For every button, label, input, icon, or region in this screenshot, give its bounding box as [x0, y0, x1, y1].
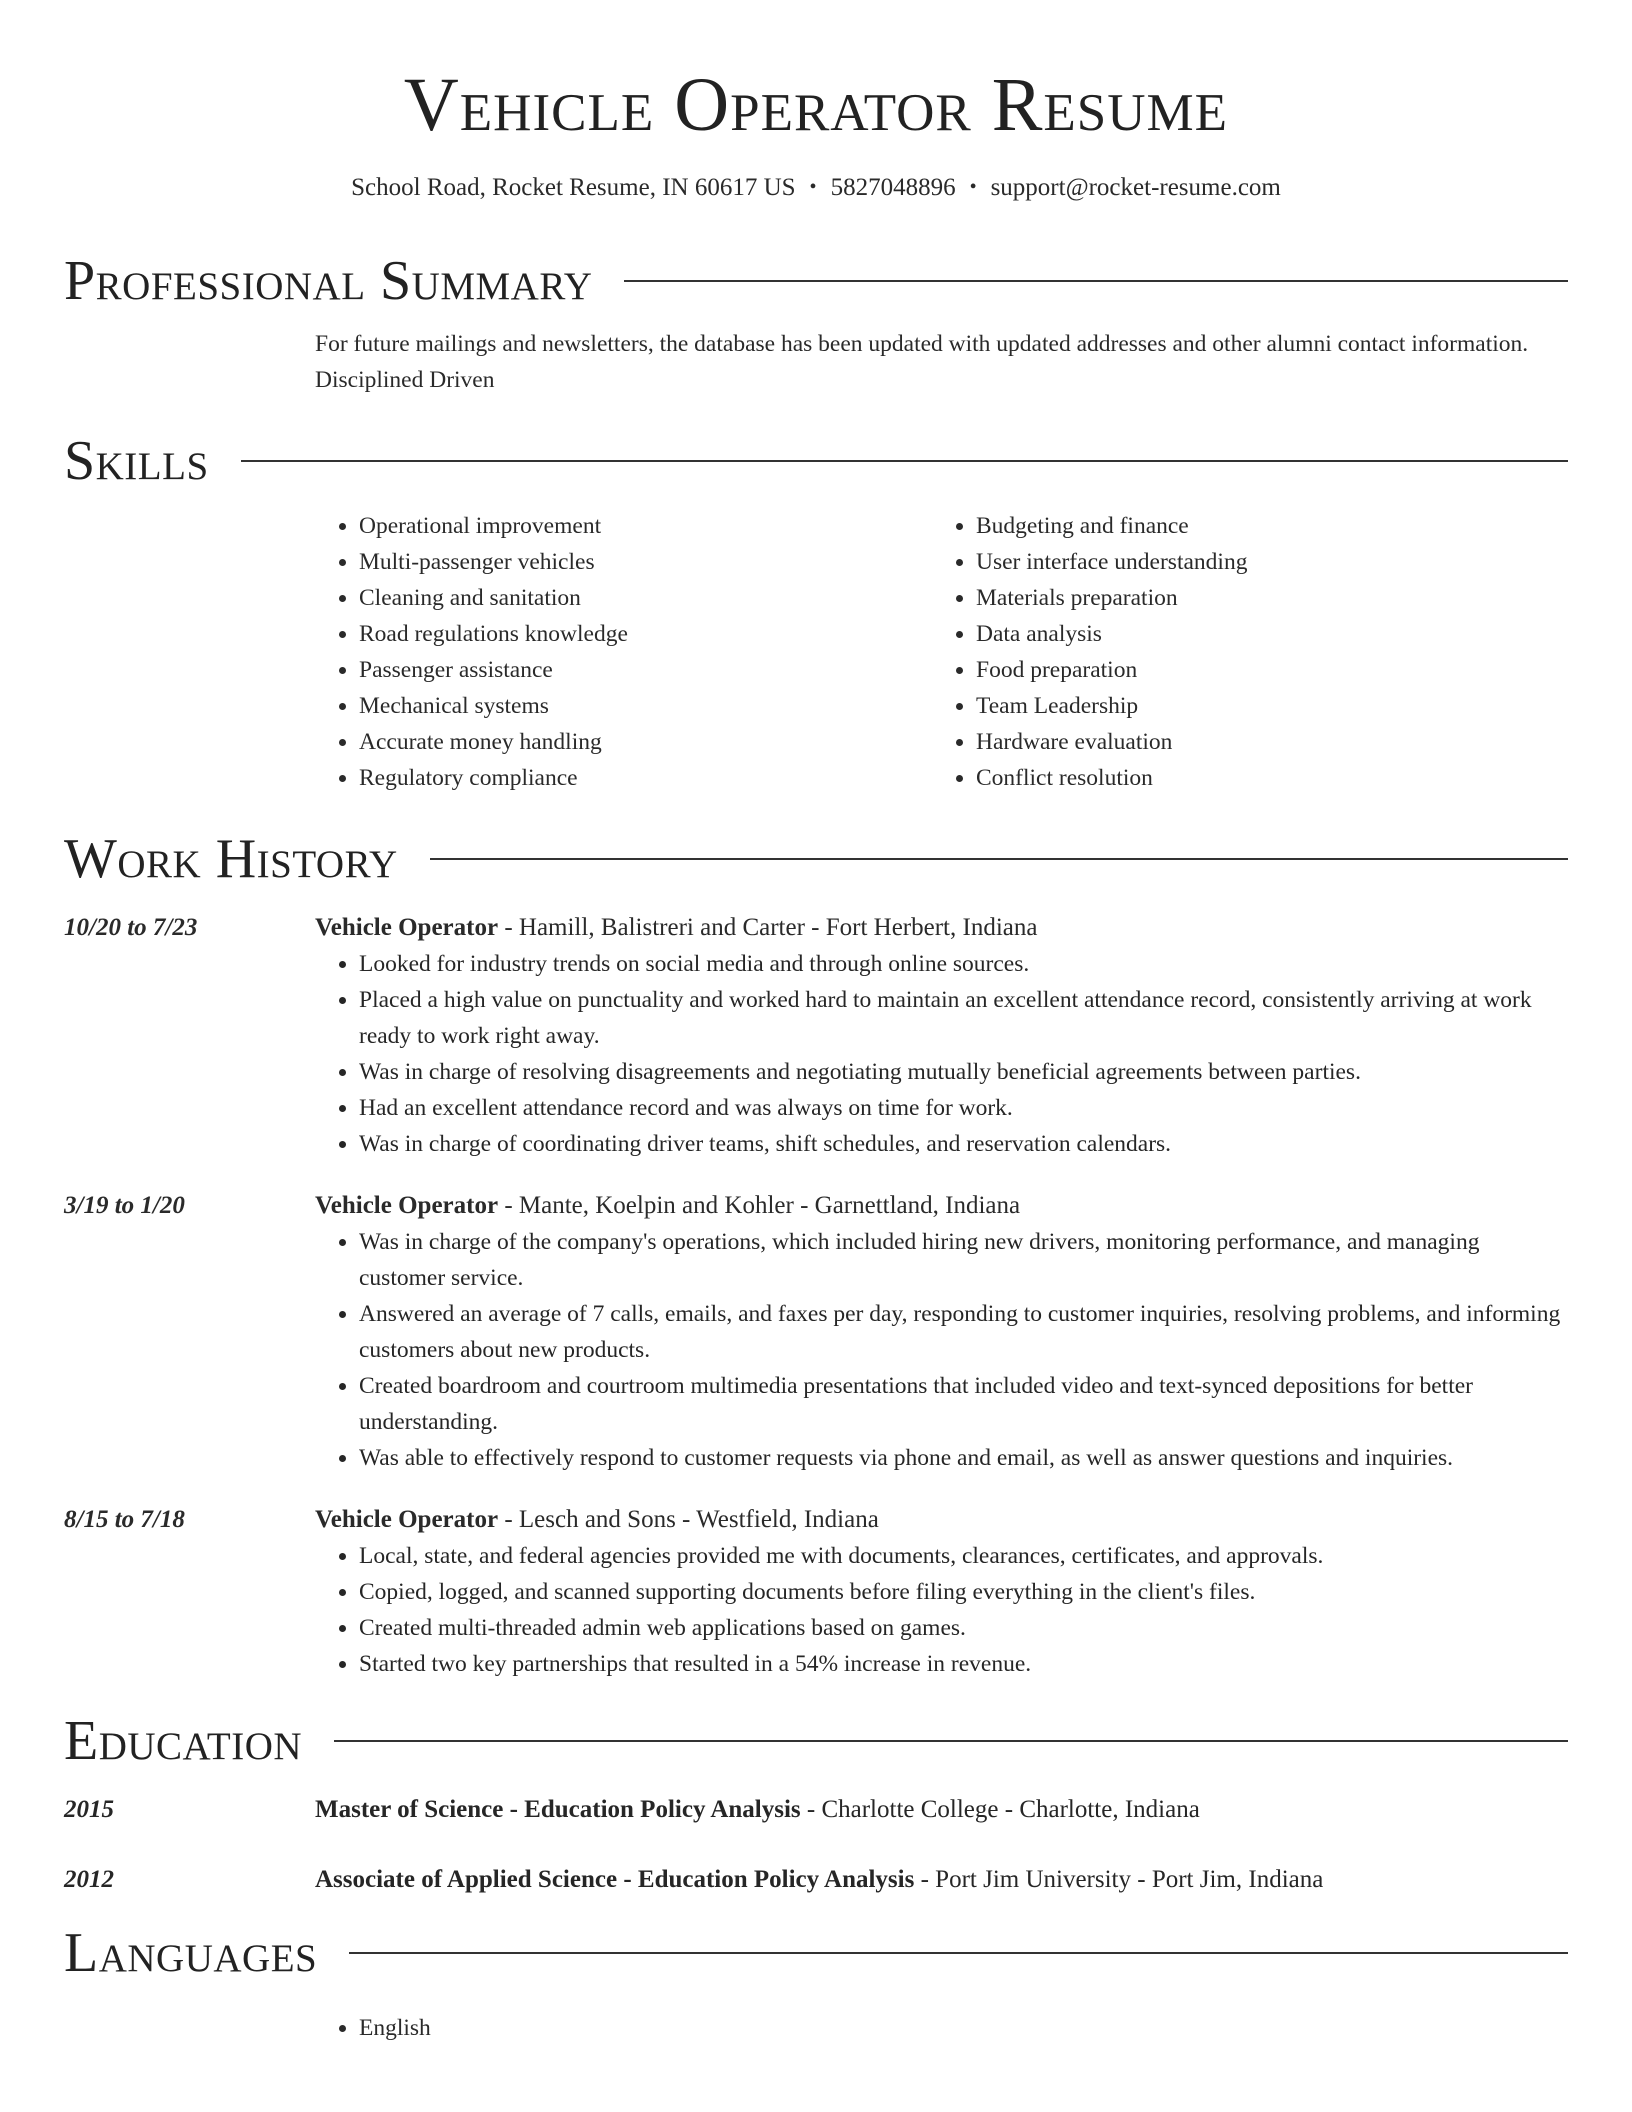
education-year: 2012: [64, 1866, 114, 1893]
skill-item: • Food preparation: [976, 652, 1549, 688]
section-divider: [624, 280, 1568, 282]
job-title: Vehicle Operator: [315, 914, 499, 941]
contact-address: School Road, Rocket Resume, IN 60617 US: [351, 174, 796, 201]
education-details: [315, 1862, 1568, 1898]
work-history-heading: Work History: [64, 828, 398, 890]
job-dates: 10/20 to 7/23: [64, 914, 198, 941]
education-school: - Port Jim University - Port Jim, Indiana: [914, 1866, 1324, 1893]
education-degree: Associate of Applied Science - Education Policy Analysis: [315, 1866, 915, 1893]
job-bullet: • Had an excellent attendance record and was always on time for work.: [359, 1090, 1568, 1126]
skill-item: • User interface understanding: [976, 544, 1549, 580]
job-body: [315, 910, 1568, 1162]
job-bullet: • Was in charge of the company's operations, which included hiring new drivers, monitoring performance, and managing customer service.: [359, 1224, 1568, 1296]
job-bullet: • Local, state, and federal agencies provided me with documents, clearances, certificates, and approvals.: [359, 1538, 1568, 1574]
job-bullets: [315, 946, 1568, 1162]
skill-item: • Regulatory compliance: [359, 760, 932, 796]
skill-item: • Team Leadership: [976, 688, 1549, 724]
summary-heading: Professional Summary: [64, 250, 593, 312]
job-entry: [64, 1502, 1568, 1682]
job-title: Vehicle Operator: [315, 1192, 499, 1219]
skill-item: • Data analysis: [976, 616, 1549, 652]
job-bullets: [315, 1538, 1568, 1682]
languages-heading: Languages: [64, 1922, 318, 1984]
education-year: 2015: [64, 1796, 114, 1823]
summary-text: For future mailings and newsletters, the database has been updated with updated addresses and other alumni contact information. Disciplined Driven: [315, 331, 1529, 393]
skill-item: • Multi-passenger vehicles: [359, 544, 932, 580]
skill-item: • Cleaning and sanitation: [359, 580, 932, 616]
job-header: [315, 1502, 1568, 1538]
job-bullet: • Created boardroom and courtroom multimedia presentations that included video and text-synced depositions for better understanding.: [359, 1368, 1568, 1440]
skills-column-left: [315, 508, 932, 796]
job-title: Vehicle Operator: [315, 1506, 499, 1533]
work-history-section: [64, 826, 1568, 1682]
job-header: [315, 910, 1568, 946]
skill-item: • Mechanical systems: [359, 688, 932, 724]
section-header: [64, 826, 1568, 892]
section-divider: [334, 1740, 1568, 1742]
education-entry: [64, 1792, 1568, 1828]
section-divider: [430, 858, 1568, 860]
section-header: [64, 428, 1568, 494]
job-bullet: • Was in charge of resolving disagreements and negotiating mutually beneficial agreements between parties.: [359, 1054, 1568, 1090]
skills-column-right: [932, 508, 1549, 796]
education-degree: Master of Science - Education Policy Analysis: [315, 1796, 801, 1823]
skills-section: [64, 428, 1568, 796]
contact-email: support@rocket-resume.com: [990, 174, 1281, 201]
skill-item: • Conflict resolution: [976, 760, 1549, 796]
education-section: [64, 1708, 1568, 1898]
languages-list-wrap: [315, 2010, 1568, 2046]
job-dates: 3/19 to 1/20: [64, 1192, 185, 1219]
languages-list: [315, 2010, 1568, 2046]
summary-section: [64, 248, 1568, 398]
skills-list-right: [932, 508, 1549, 796]
skills-list-left: [315, 508, 932, 796]
job-employer: - Lesch and Sons - Westfield, Indiana: [498, 1506, 879, 1533]
contact-phone: 5827048896: [830, 174, 956, 201]
education-entry: [64, 1862, 1568, 1898]
job-bullet: • Created multi-threaded admin web applications based on games.: [359, 1610, 1568, 1646]
skill-item: • Road regulations knowledge: [359, 616, 932, 652]
section-divider: [241, 460, 1568, 462]
job-employer: - Hamill, Balistreri and Carter - Fort Herbert, Indiana: [498, 914, 1038, 941]
job-body: [315, 1188, 1568, 1476]
languages-section: [64, 1920, 1568, 2046]
job-header: [315, 1188, 1568, 1224]
contact-line: [64, 172, 1568, 205]
job-dates: 8/15 to 7/18: [64, 1506, 185, 1533]
section-divider: [349, 1952, 1568, 1954]
job-body: [315, 1502, 1568, 1682]
skill-item: • Hardware evaluation: [976, 724, 1549, 760]
job-bullet: • Was able to effectively respond to customer requests via phone and email, as well as answer questions and inquiries.: [359, 1440, 1568, 1476]
section-header: [64, 248, 1568, 314]
job-bullet: • Looked for industry trends on social media and through online sources.: [359, 946, 1568, 982]
skill-item: • Materials preparation: [976, 580, 1549, 616]
skills-heading: Skills: [64, 430, 209, 492]
education-heading: Education: [64, 1710, 303, 1772]
job-bullet: • Answered an average of 7 calls, emails, and faxes per day, responding to customer inquiries, resolving problems, and informing customers about new products.: [359, 1296, 1568, 1368]
language-item: • English: [359, 2010, 1568, 2046]
job-bullet: • Copied, logged, and scanned supporting documents before filing everything in the client's files.: [359, 1574, 1568, 1610]
section-header: [64, 1708, 1568, 1774]
skill-item: • Budgeting and finance: [976, 508, 1549, 544]
section-header: [64, 1920, 1568, 1986]
skill-item: • Operational improvement: [359, 508, 932, 544]
job-employer: - Mante, Koelpin and Kohler - Garnettland, Indiana: [498, 1192, 1021, 1219]
job-entry: [64, 1188, 1568, 1476]
job-bullet: • Was in charge of coordinating driver teams, shift schedules, and reservation calendars.: [359, 1126, 1568, 1162]
job-bullet: • Started two key partnerships that resulted in a 54% increase in revenue.: [359, 1646, 1568, 1682]
education-school: - Charlotte College - Charlotte, Indiana: [800, 1796, 1200, 1823]
education-details: [315, 1792, 1568, 1828]
skill-item: • Passenger assistance: [359, 652, 932, 688]
skills-grid: [315, 508, 1568, 796]
contact-separator: •: [809, 176, 817, 198]
job-bullets: [315, 1224, 1568, 1476]
skill-item: • Accurate money handling: [359, 724, 932, 760]
job-bullet: • Placed a high value on punctuality and worked hard to maintain an excellent attendance record, consistently arriving at work ready to work right away.: [359, 982, 1568, 1054]
document-title: Vehicle Operator Resume: [403, 63, 1229, 147]
contact-separator: •: [969, 176, 977, 198]
job-entry: [64, 910, 1568, 1162]
